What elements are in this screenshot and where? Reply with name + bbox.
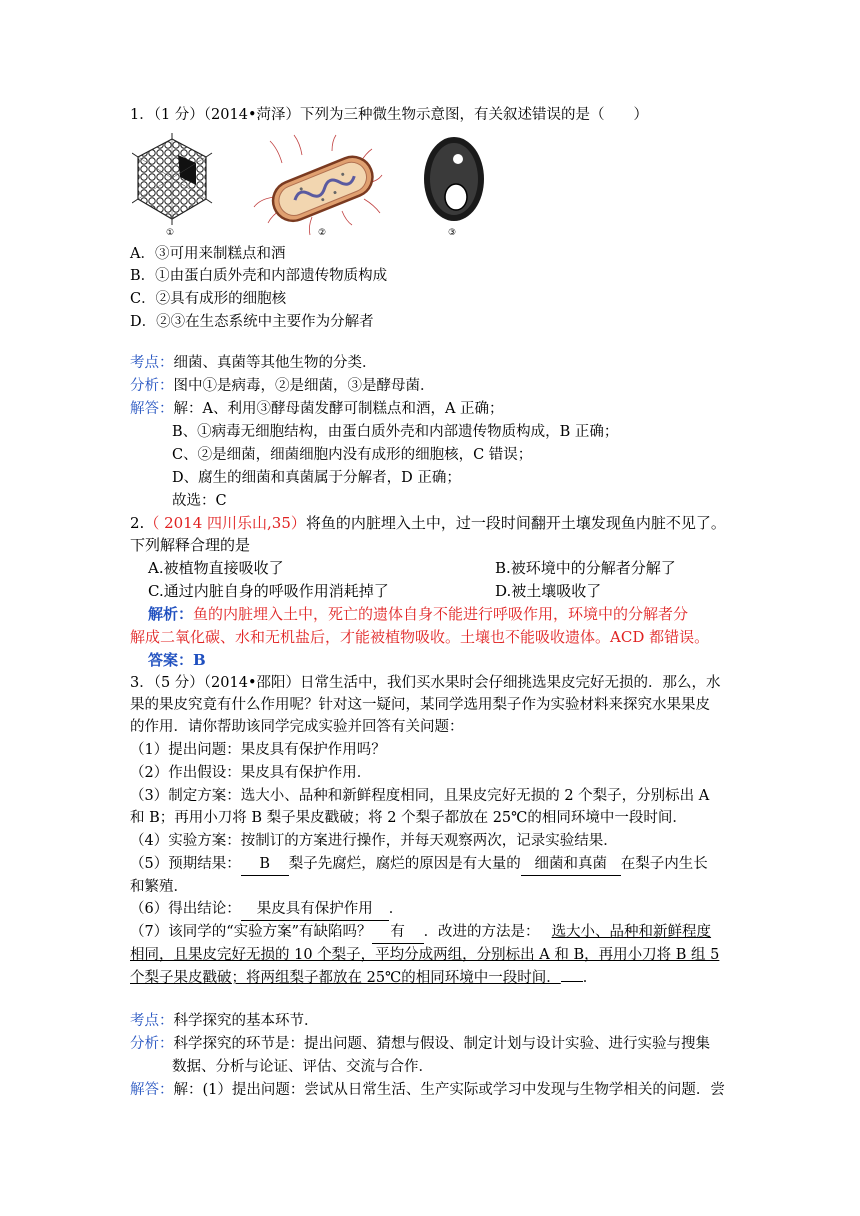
q1-kaodian [130,352,377,374]
q3-stem-2: 果的果皮究竟有什么作用呢？针对这一疑问，某同学选用梨子作为实验材料来探究水果果皮 [130,697,710,713]
jieda-label: 解答： [130,1082,174,1098]
q3-step-7c [130,967,597,989]
answer-blank-3: 果皮具有保护作用 [241,898,389,921]
jiexi-label: 解析： [148,605,194,623]
q1-jieda-line-3: C、②是细菌，细菌细胞内没有成形的细胞核，C 错误； [172,447,533,463]
q3-stem-1: 3．（5 分）（2014•邵阳）日常生活中，我们买水果时会仔细挑选果皮完好无损的．那么，水 [130,675,721,691]
q3-step-2: （2）作出假设：果皮具有保护作用． [130,765,372,781]
step-5-suffix: 在梨子内生长 [620,856,708,872]
q3-jieda [130,1079,725,1101]
q2-jiexi [148,603,688,625]
q2-number: 2. [130,514,145,532]
fenxi-text: 图中①是病毒，②是细菌，③是酵母菌． [173,378,435,394]
q1-option-b: B．①由蛋白质外壳和内部遗传物质构成 [130,268,388,284]
q3-step-6 [130,898,403,921]
kaodian-label: 考点： [130,1013,174,1029]
step-6-suffix: ． [388,901,404,917]
q3-kaodian [130,1010,319,1032]
q1-jieda-line-2: B、①病毒无细胞结构，由蛋白质外壳和内部遗传物质构成，B 正确； [172,424,619,440]
step-5-mid: 梨子先腐烂，腐烂的原因是有大量的 [288,856,521,872]
jieda-line-1: 解：A、利用③酵母菌发酵可制糕点和酒，A 正确； [173,401,504,417]
step-7-end: ． [582,970,598,986]
q3-step-7 [130,921,711,944]
virus-figure [132,133,212,238]
answer-blank-4: 有 [372,921,424,944]
q3-fenxi [130,1033,710,1055]
q3-step-3a: （3）制定方案：选大小、品种和新鲜程度相同，且果皮完好无损的 2 个梨子，分别标出 A [130,788,710,804]
q1-option-a: A．③可用来制糕点和酒 [130,246,286,262]
q1-jieda-line-5: 故选：C [172,493,227,509]
answer-blank-2: 细菌和真菌 [521,853,621,876]
fig-caption-3: ③ [448,228,457,238]
q1-stem: 1．（1 分）（2014•菏泽）下列为三种微生物示意图，有关叙述错误的是（ ） [130,107,649,123]
q2-stem-1: 将鱼的内脏埋入土中，过一段时间翻开土壤发现鱼内脏不见了。 [305,514,726,532]
q1-option-c: C．②具有成形的细胞核 [130,291,287,307]
q1-jieda [130,398,504,420]
q2-option-a: A.被植物直接吸收了 [148,559,284,577]
fig-caption-2: ② [318,228,327,238]
kaodian-text: 细菌、真菌等其他生物的分类． [173,355,377,371]
step-5-prefix: （5）预期结果： [130,856,241,872]
q2-source: （ 2014 四川乐山,35） [144,514,306,532]
kaodian-text: 科学探究的基本环节． [173,1013,319,1029]
fig-caption-1: ① [166,228,175,238]
jieda-label: 解答： [130,401,174,417]
answer-blank-5d [561,981,583,982]
q1-option-d: D．②③在生态系统中主要作为分解者 [130,314,374,330]
answer-blank-5b: 相同，且果皮完好无损的 10 个梨子，平均分成两组，分别标出 A 和 B，再用小刀将 B 组 5 [130,947,720,963]
step-7-prefix: （7）该同学的“实验方案”有缺陷吗？ [130,924,372,940]
step-6-prefix: （6）得出结论： [130,901,241,917]
jieda-line-1: 解：(1）提出问题：尝试从日常生活、生产实际或学习中发现与生物学相关的问题．尝 [173,1082,725,1098]
q3-step-3b: 和 B；再用小刀将 B 梨子果皮戳破；将 2 个梨子都放在 25℃的相同环境中一段时间． [130,810,687,826]
q2-jiexi-line-2: 解成二氧化碳、水和无机盐后，才能被植物吸收。土壤也不能吸收遗体。ACD 都错误。 [130,628,710,646]
q2-stem-2: 下列解释合理的是 [130,536,251,554]
fenxi-label: 分析： [130,378,174,394]
fenxi-label: 分析： [130,1036,174,1052]
q3-stem-3: 的作用．请你帮助该同学完成实验并回答有关问题： [130,719,464,735]
yeast-figure [424,137,484,238]
answer-blank-5c: 个梨子果皮戳破；将两组梨子都放在 25℃的相同环境中一段时间． [130,970,561,986]
microorganism-figures [132,133,492,243]
q2-stem [130,512,726,534]
step-7-mid: ．改进的方法是： [423,924,540,940]
kaodian-label: 考点： [130,355,174,371]
q2-option-b: B.被环境中的分解者分解了 [495,559,676,577]
bacterium-figure [254,135,382,238]
q3-step-5b: 和繁殖． [130,879,188,895]
fenxi-line-1: 科学探究的环节是：提出问题、猜想与假设、制定计划与设计实验、进行实验与搜集 [173,1036,710,1052]
q3-step-1: （1）提出问题：果皮具有保护作用吗？ [130,742,386,758]
answer-blank-1: B [241,853,289,876]
q2-answer [148,649,206,671]
q3-fenxi-line-2: 数据、分析与论证、评估、交流与合作． [172,1059,433,1075]
q3-step-4: （4）实验方案：按制订的方案进行操作，并每天观察两次，记录实验结果． [130,833,618,849]
q2-option-d: D.被土壤吸收了 [495,582,602,600]
q3-step-5 [130,853,708,876]
answer-label: 答案： [148,651,194,669]
q2-option-c: C.通过内脏自身的呼吸作用消耗掉了 [148,582,389,600]
answer-blank-5a: 选大小、品种和新鲜程度 [551,924,712,940]
q1-fenxi [130,375,435,397]
jiexi-line-1: 鱼的内脏埋入土中，死亡的遗体自身不能进行呼吸作用，环境中的分解者分 [193,605,689,623]
answer-value: B [193,651,206,669]
q1-jieda-line-4: D、腐生的细菌和真菌属于分解者，D 正确； [172,470,461,486]
